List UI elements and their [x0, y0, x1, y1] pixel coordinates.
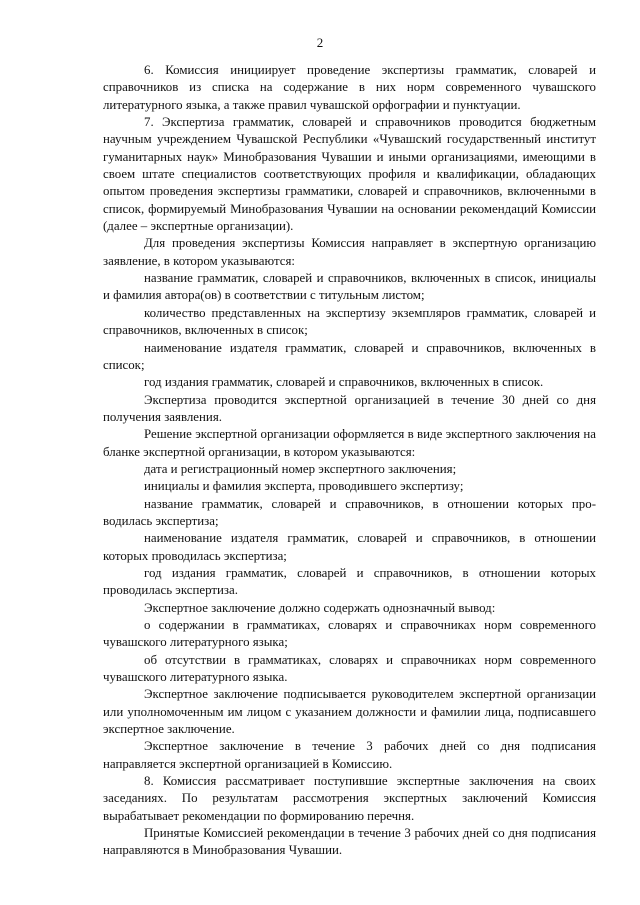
- paragraph-conclusion-submission: Экспертное заключение в течение 3 рабочих дней со дня подписания направляется экспертной организацией в Комиссию.: [103, 739, 596, 771]
- list-item-norms-absent: об отсутствии в грамматиках, словарях и справочниках норм современного чувашского литературного языка.: [103, 652, 596, 685]
- list-item-publication-year: год издания грамматик, словарей и справочников, включенных в список.: [144, 375, 544, 390]
- paragraph-8-commission-review: 8. Комиссия рассматривает поступившие экспертные заключения на своих заседаниях. По результатам рассмотрения экспертных заключений Комиссия вырабатывает рекомендации по формированию перечня.: [103, 774, 596, 823]
- list-item-reviewed-year: год издания грамматик, словарей и справочников, в отношении которых проводилась экспертиза.: [103, 565, 596, 598]
- paragraph-expertise-duration: Экспертиза проводится экспертной организацией в течение 30 дней со дня получения заявления.: [103, 392, 596, 424]
- list-item-reviewed-publisher: наименование издателя грамматик, словарей и справочников, в отношении которых проводилась экспертиза;: [103, 531, 596, 563]
- document-body: [103, 62, 596, 860]
- paragraph-7-expertise-performers: 7. Экспертиза грамматик, словарей и справочников проводится бюджетным научным учреждением Чувашской Республики «Чувашский государственный институт гуманитарных наук» Минобразования Чувашии и иными организациями, имеющими в своем штате специалистов соответствующих профиля и квалификации, обладающих опытом проведения экспертизы грамматики, словарей и справочников, включенными в список, формируемый Минобразования Чувашии на основании рекомендаций Комиссии (далее – экспертные организации).: [103, 115, 596, 234]
- list-item-reviewed-titles: название грамматик, словарей и справочников, в отношении которых проводилась экспертиза;: [103, 496, 596, 528]
- list-item-expert-name: инициалы и фамилия эксперта, проводившего экспертизу;: [144, 479, 464, 494]
- list-item-titles-authors: название грамматик, словарей и справочников, включенных в список, инициалы и фамилия автора(ов) в соответствии с титульным листом;: [103, 271, 596, 303]
- paragraph-6-commission-initiates: 6. Комиссия инициирует проведение экспертизы грамматик, словарей и справочников из списка на содержание в них норм современного чувашского литературного языка, а также правил чувашской орфографии и пунктуации.: [103, 63, 596, 112]
- list-item-publisher: наименование издателя грамматик, словарей и справочников, включенных в список;: [103, 340, 596, 372]
- paragraph-expert-conclusion-form: Решение экспертной организации оформляется в виде экспертного заключения на бланке экспертной организации, в котором указываются:: [103, 427, 596, 459]
- list-item-date-number: дата и регистрационный номер экспертного заключения;: [144, 461, 457, 476]
- paragraph-application-intro: Для проведения экспертизы Комиссия направляет в экспертную организацию заявление, в котором указываются:: [103, 236, 596, 268]
- page-number: 2: [316, 35, 324, 50]
- paragraph-unambiguous-conclusion: Экспертное заключение должно содержать однозначный вывод:: [144, 600, 496, 615]
- paragraph-conclusion-signing: Экспертное заключение подписывается руководителем экспертной организации или уполномоченным им лицом с указанием должности и фамилии лица, подписавшего экспертное заключение.: [103, 687, 596, 737]
- paragraph-recommendations-sent: Принятые Комиссией рекомендации в течение 3 рабочих дней со дня подписания направляются в Минобразования Чувашии.: [103, 826, 596, 858]
- list-item-norms-present: о содержании в грамматиках, словарях и справочниках норм современного чувашского литературного языка;: [103, 618, 596, 650]
- list-item-copies-count: количество представленных на экспертизу экземпляров грамматик, словарей и справочников, включенных в список;: [103, 305, 596, 338]
